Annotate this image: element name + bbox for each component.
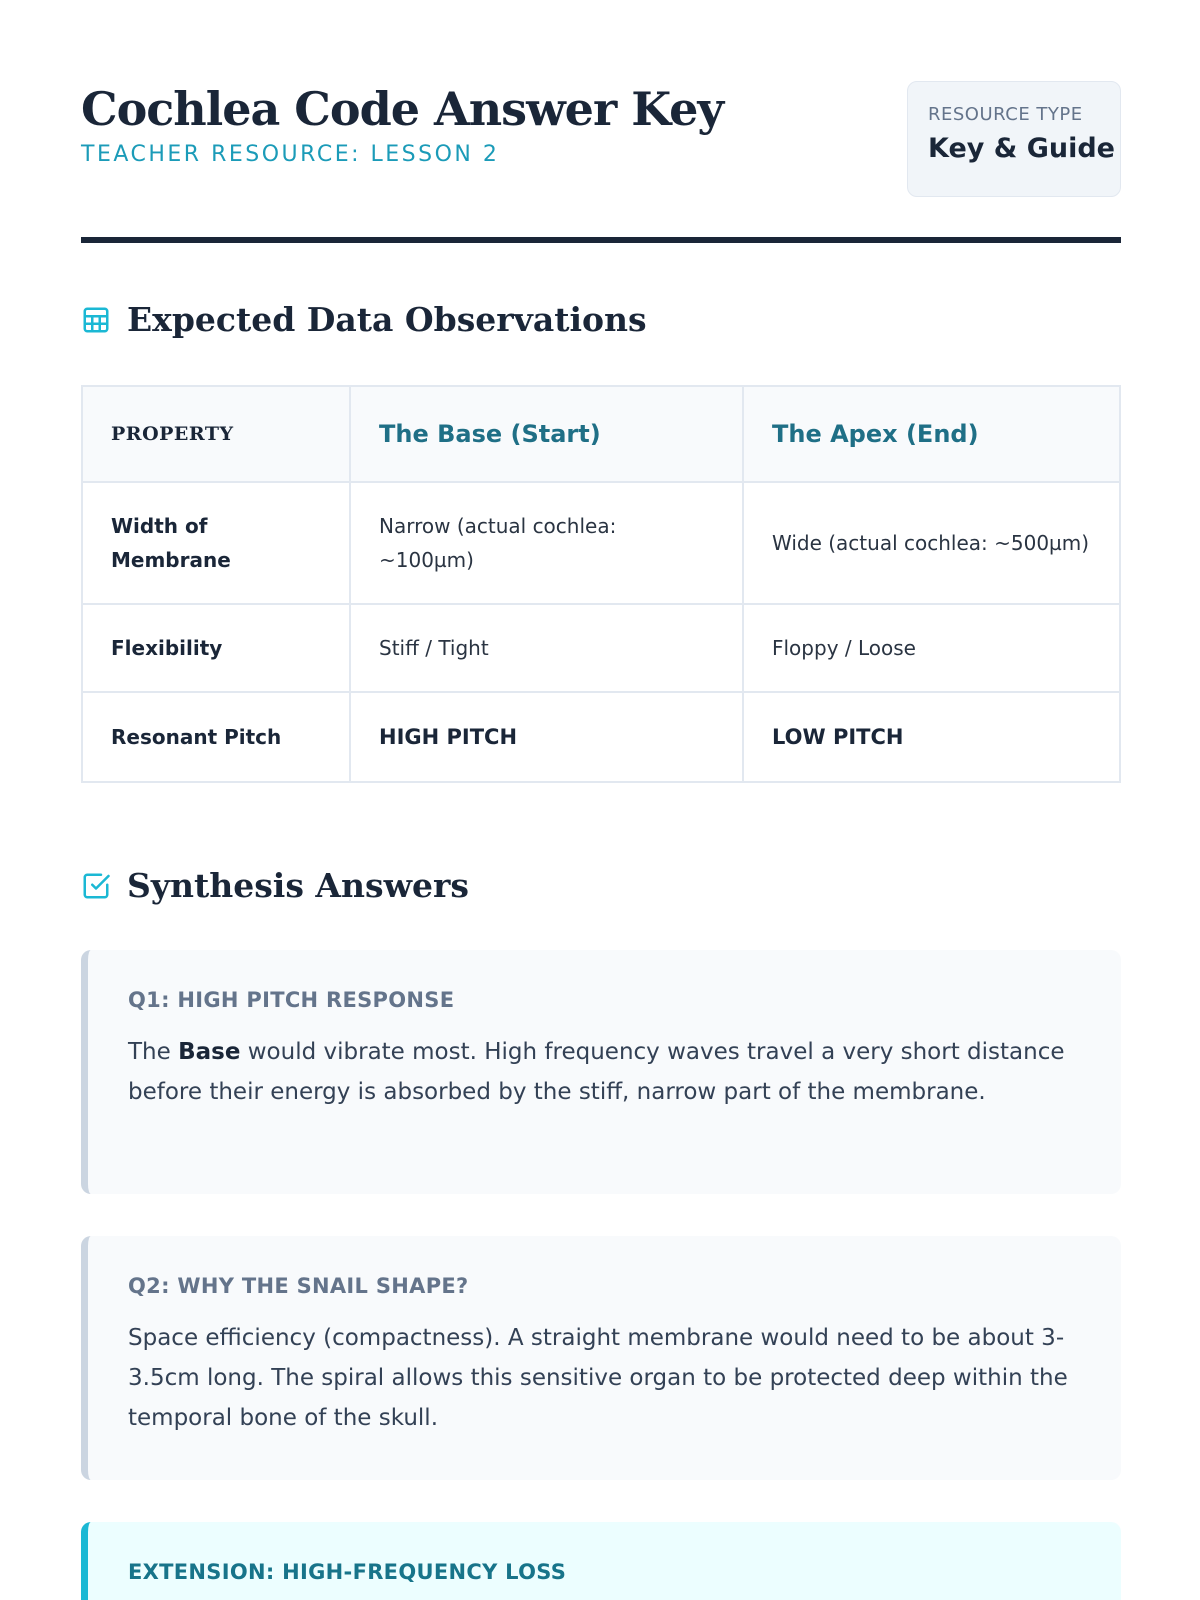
resource-type-badge bbox=[907, 81, 1121, 197]
page-subtitle: TEACHER RESOURCE: LESSON 2 bbox=[81, 142, 500, 167]
table-row bbox=[82, 604, 1120, 692]
checkbox-icon bbox=[81, 871, 111, 901]
answer-card-q1 bbox=[81, 950, 1121, 1194]
synthesis-heading: Synthesis Answers bbox=[127, 866, 469, 905]
answer-text: Space efficiency (compactness). A straight membrane would need to be about 3-3.5cm long. The spiral allows this sensitive organ to be protected deep within the temporal bone of the skull. bbox=[128, 1325, 1068, 1431]
cell-base: Narrow (actual cochlea: ~100µm) bbox=[350, 482, 743, 604]
observations-section-heading bbox=[81, 300, 647, 339]
cell-apex: LOW PITCH bbox=[743, 692, 1120, 782]
table-grid-icon bbox=[81, 305, 111, 335]
answer-card-q2 bbox=[81, 1236, 1121, 1480]
answer-key-page bbox=[81, 0, 1121, 1584]
answer-text: The Base would vibrate most. High frequency waves travel a very short distance before their energy is absorbed by the stiff, narrow part of the membrane. bbox=[128, 1039, 1065, 1105]
badge-value: Key & Guide bbox=[928, 133, 1115, 164]
cell-apex: Floppy / Loose bbox=[743, 604, 1120, 692]
table-header-row bbox=[82, 386, 1120, 482]
table-row bbox=[82, 482, 1120, 604]
row-property: Resonant Pitch bbox=[82, 692, 350, 782]
cell-apex: Wide (actual cochlea: ~500µm) bbox=[743, 482, 1120, 604]
page-title: Cochlea Code Answer Key bbox=[81, 82, 724, 136]
cell-base: Stiff / Tight bbox=[350, 604, 743, 692]
row-property: Flexibility bbox=[82, 604, 350, 692]
synthesis-section-heading bbox=[81, 866, 469, 905]
page-header bbox=[81, 0, 1121, 245]
question-label: Q1: HIGH PITCH RESPONSE bbox=[128, 988, 455, 1012]
row-property: Width of Membrane bbox=[82, 482, 350, 604]
extension-label: EXTENSION: HIGH-FREQUENCY LOSS bbox=[128, 1560, 567, 1584]
column-header-base: The Base (Start) bbox=[350, 386, 743, 482]
header-divider bbox=[81, 237, 1121, 243]
observations-heading: Expected Data Observations bbox=[127, 300, 647, 339]
observations-table bbox=[81, 385, 1121, 783]
cell-base: HIGH PITCH bbox=[350, 692, 743, 782]
extension-card bbox=[81, 1522, 1121, 1600]
question-label: Q2: WHY THE SNAIL SHAPE? bbox=[128, 1274, 469, 1298]
table-row bbox=[82, 692, 1120, 782]
answer-emphasis: Base bbox=[178, 1039, 241, 1065]
badge-label: RESOURCE TYPE bbox=[928, 104, 1083, 125]
column-header-property: PROPERTY bbox=[82, 386, 350, 482]
column-header-apex: The Apex (End) bbox=[743, 386, 1120, 482]
